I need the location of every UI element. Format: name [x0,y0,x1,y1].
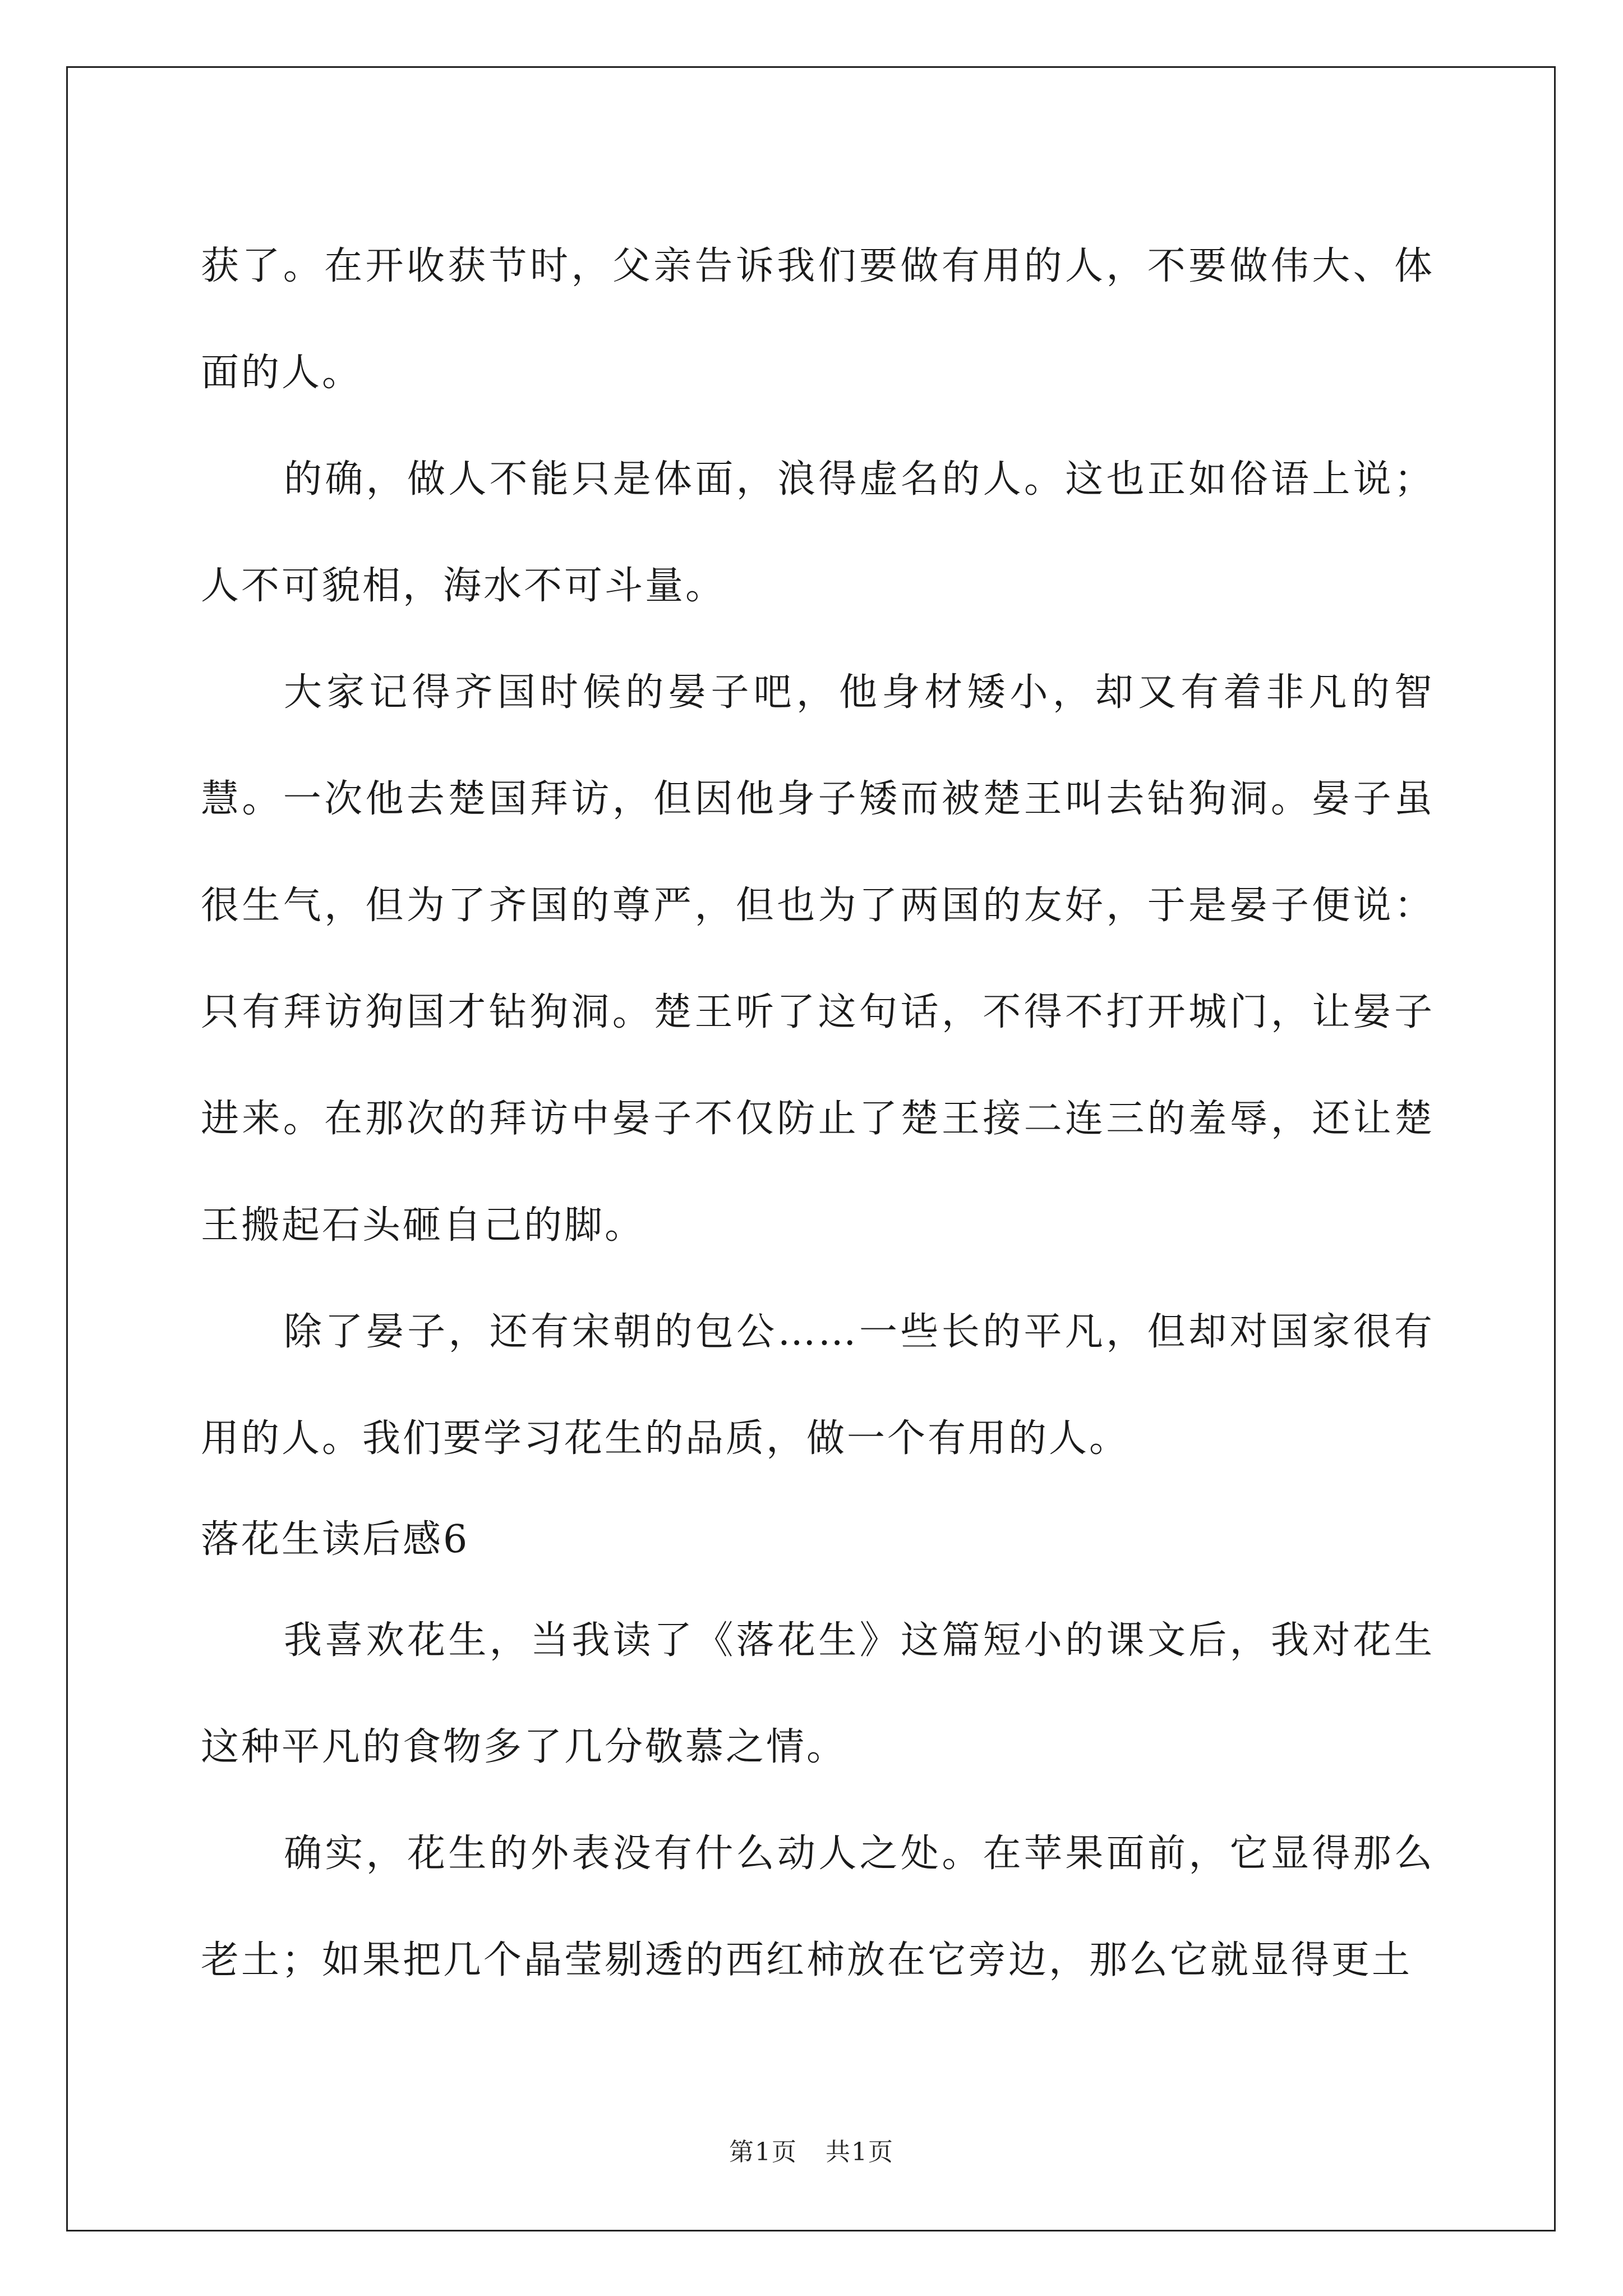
page-footer [0,2132,1623,2168]
paragraph: 我喜欢花生，当我读了《落花生》这篇短小的课文后，我对花生这种平凡的食物多了几分敬慕之情。 [201,1618,1435,1769]
document-body [201,213,1435,2014]
section-title: 落花生读后感6 [201,1517,470,1562]
paragraph: 除了晏子，还有宋朝的包公……一些长的平凡，但却对国家很有用的人。我们要学习花生的品质，做一个有用的人。 [201,1310,1435,1461]
paragraph: 获了。在开收获节时，父亲告诉我们要做有用的人，不要做伟大、体面的人。 [201,244,1435,395]
paragraph: 的确，做人不能只是体面，浪得虚名的人。这也正如俗语上说；人不可貌相，海水不可斗量。 [201,457,1435,608]
page-total: 共1页 [826,2138,894,2166]
paragraph: 确实，花生的外表没有什么动人之处。在苹果面前，它显得那么老土；如果把几个晶莹剔透的西红柿放在它旁边，那么它就显得更土 [201,1832,1435,1982]
page-number: 第1页 [729,2138,797,2166]
paragraph: 大家记得齐国时候的晏子吧，他身材矮小，却又有着非凡的智慧。一次他去楚国拜访，但因他身子矮而被楚王叫去钻狗洞。晏子虽很生气，但为了齐国的尊严，但也为了两国的友好，于是晏子便说：只有拜访狗国才钻狗洞。楚王听了这句话，不得不打开城门，让晏子进来。在那次的拜访中晏子不仅防止了楚王接二连三的羞辱，还让楚王搬起石头砸自己的脚。 [201,670,1435,1248]
